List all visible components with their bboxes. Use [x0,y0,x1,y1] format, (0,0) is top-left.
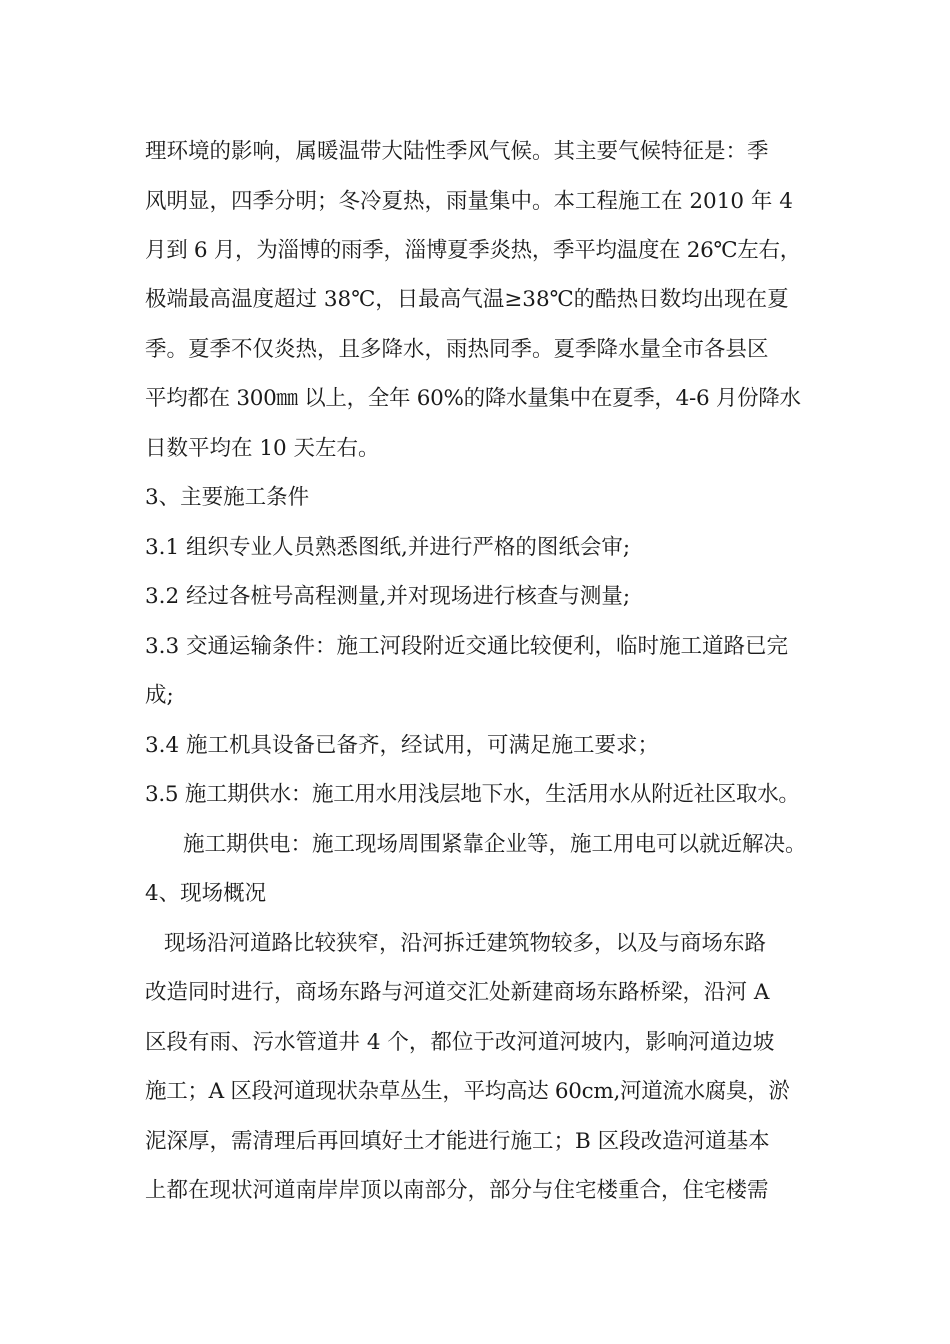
paragraph-line: 现场沿河道路比较狭窄，沿河拆迁建筑物较多，以及与商场东路 [164,931,767,956]
paragraph-line: 上都在现状河道南岸岸顶以南部分，部分与住宅楼重合，住宅楼需 [145,1178,769,1203]
list-item-indented: 施工期供电：施工现场周围紧靠企业等，施工用电可以就近解决。 [183,832,807,857]
paragraph-line: 平均都在 300㎜ 以上，全年 60%的降水量集中在夏季，4-6 月份降水 [145,386,801,411]
list-item: 3.5 施工期供水：施工用水用浅层地下水，生活用水从附近社区取水。 [145,782,800,807]
paragraph-line: 区段有雨、污水管道井 4 个，都位于改河道河坡内，影响河道边坡 [145,1030,775,1055]
list-item: 3.1 组织专业人员熟悉图纸,并进行严格的图纸会审; [145,535,631,560]
list-item: 3.2 经过各桩号高程测量,并对现场进行核查与测量; [145,584,631,609]
list-item: 3.4 施工机具设备已备齐，经试用，可满足施工要求； [145,733,660,758]
paragraph-line: 泥深厚，需清理后再回填好土才能进行施工；B 区段改造河道基本 [145,1129,770,1154]
paragraph-line: 日数平均在 10 天左右。 [145,436,380,461]
paragraph-line: 施工；A 区段河道现状杂草丛生，平均高达 60cm,河道流水腐臭，淤 [145,1079,790,1104]
paragraph-line: 改造同时进行，商场东路与河道交汇处新建商场东路桥梁，沿河 A [145,980,770,1005]
section-heading: 4、现场概况 [145,881,267,906]
paragraph-line: 极端最高温度超过 38℃，日最高气温≥38℃的酷热日数均出现在夏 [145,287,789,312]
section-heading: 3、主要施工条件 [145,485,310,510]
list-item: 3.3 交通运输条件：施工河段附近交通比较便利，临时施工道路已完 [145,634,789,659]
paragraph-line: 理环境的影响，属暖温带大陆性季风气候。其主要气候特征是：季 [145,139,769,164]
list-item-continuation: 成; [145,683,174,708]
paragraph-line: 季。夏季不仅炎热，且多降水，雨热同季。夏季降水量全市各县区 [145,337,769,362]
paragraph-line: 风明显，四季分明；冬冷夏热，雨量集中。本工程施工在 2010 年 4 [145,189,793,214]
paragraph-line: 月到 6 月，为淄博的雨季，淄博夏季炎热，季平均温度在 26℃左右， [145,238,801,263]
